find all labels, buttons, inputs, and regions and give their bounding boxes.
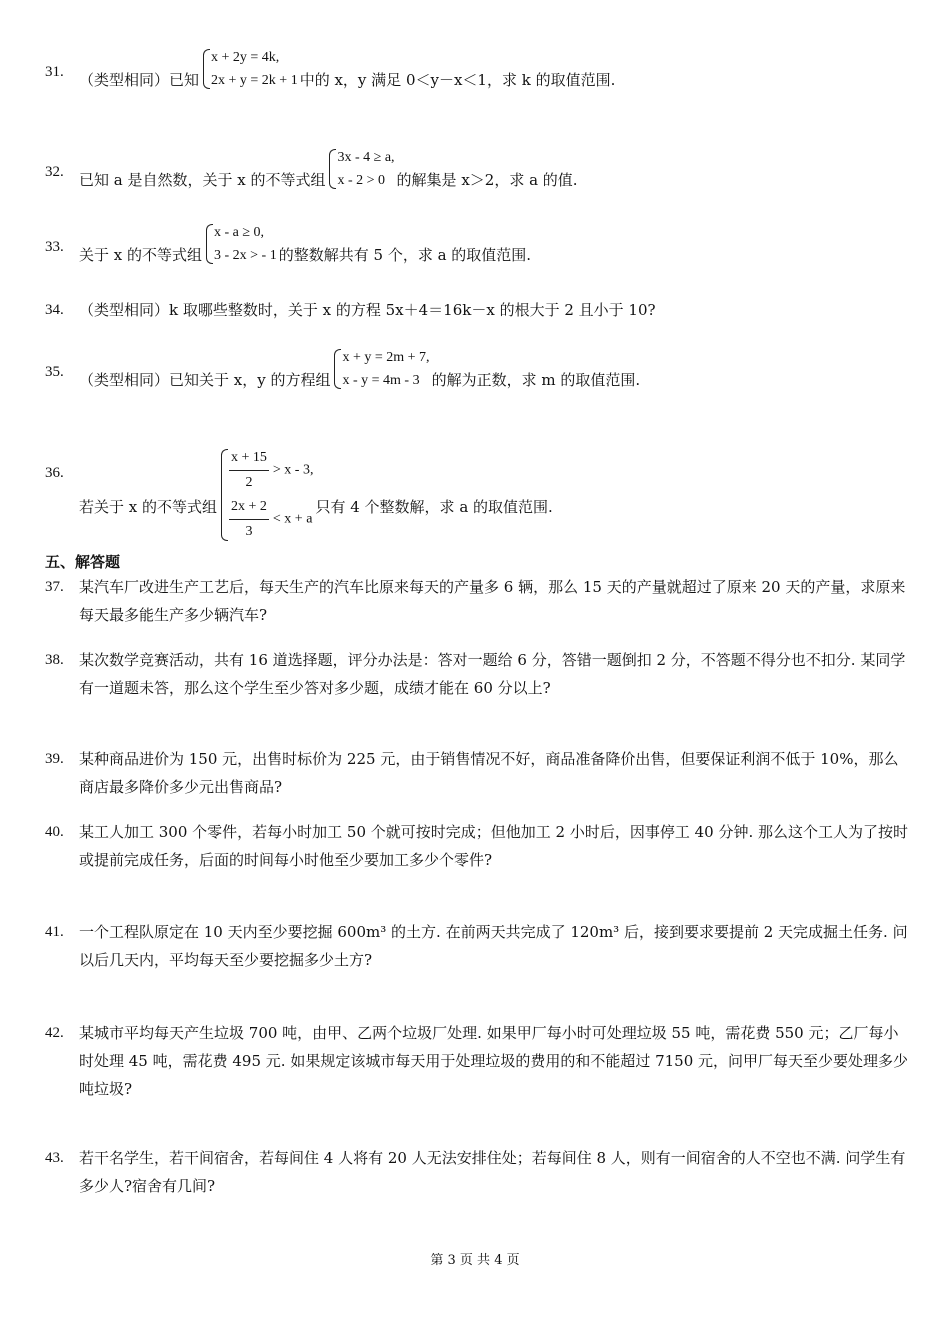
- question-text: 的解集是 x＞2，求 a 的值.: [396, 171, 578, 189]
- question-text: （类型相同）k 取哪些整数时，关于 x 的方程 5x＋4＝16k－x 的根大于 2 且小于 10?: [79, 301, 656, 319]
- question-text: 的整数解共有 5 个，求 a 的取值范围.: [278, 246, 532, 264]
- question-text: 已知 a 是自然数，关于 x 的不等式组: [79, 171, 326, 189]
- question-text: 的解为正数，求 m 的取值范围.: [431, 371, 641, 389]
- question-text: 某种商品进价为 150 元，出售时标价为 225 元，由于销售情况不好，商品准备降价出售，但要保证利润不低于 10%，那么商店最多降价多少元出售商品?: [79, 750, 899, 796]
- question-number: 40.: [45, 824, 64, 840]
- question-text: 某汽车厂改进生产工艺后，每天生产的汽车比原来每天的产量多 6 辆，那么 15 天的产量就超过了原来 20 天的产量，求原来每天最多能生产多少辆汽车?: [79, 578, 906, 624]
- question-text: 若干名学生，若干间宿舍，若每间住 4 人将有 20 人无法安排住处；若每间住 8 人，则有一间宿舍的人不空也不满. 问学生有多少人?宿舍有几间?: [79, 1149, 906, 1195]
- question-text: 某城市平均每天产生垃圾 700 吨，由甲、乙两个垃圾厂处理. 如果甲厂每小时可处理垃圾 55 吨，需花费 550 元；乙厂每小时处理 45 吨，需花费 495 元. 如果规定该城市每天用于处理垃圾的费用的和不能超过 7150 元，问甲厂每天至少要处理多少吨垃圾?: [79, 1024, 909, 1098]
- question-text: （类型相同）已知关于 x，y 的方程组: [79, 371, 331, 389]
- question-text: 中的 x，y 满足 0＜y－x＜1，求 k 的取值范围.: [299, 71, 616, 89]
- question-number: 42.: [45, 1025, 64, 1041]
- question-text: 关于 x 的不等式组: [79, 246, 202, 264]
- question-number: 41.: [45, 924, 64, 940]
- page-footer: 第 3 页 共 4 页: [430, 1253, 520, 1268]
- question-number: 43.: [45, 1150, 64, 1166]
- fraction: $\frac{2x + 2}{3}$: [229, 495, 269, 544]
- question-text: 若关于 x 的不等式组: [79, 498, 217, 516]
- question-text: 某次数学竞赛活动，共有 16 道选择题，评分办法是：答对一题给 6 分，答错一题倒扣 2 分，不答题不得分也不扣分. 某同学有一道题未答，那么这个学生至少答对多少题，成绩才能在 60 分以上?: [79, 651, 906, 697]
- section-heading: 五、解答题: [45, 553, 121, 571]
- question-number: 38.: [45, 652, 64, 668]
- equation-system: x + 2y = 4k, 2x + y = 2k + 1: [201, 46, 298, 92]
- question-number: 37.: [45, 579, 64, 595]
- question-number: 32.: [45, 164, 64, 180]
- question-number: 34.: [45, 302, 64, 318]
- question-number: 39.: [45, 751, 64, 767]
- question-number: 33.: [45, 239, 64, 255]
- question-text: 某工人加工 300 个零件，若每小时加工 50 个就可按时完成；但他加工 2 小时后，因事停工 40 分钟. 那么这个工人为了按时或提前完成任务，后面的时间每小时他至少要加工多少个零件?: [79, 823, 909, 869]
- question-text: 只有 4 个整数解，求 a 的取值范围.: [315, 498, 553, 516]
- question-text: （类型相同）已知: [79, 71, 200, 89]
- fraction: $\frac{x + 15}{2}$: [229, 446, 269, 495]
- equation-system: x + y = 2m + 7, x - y = 4m - 3: [332, 346, 429, 392]
- question-number: 36.: [45, 465, 64, 481]
- inequality-system: 3x - 4 ≥ a, x - 2 > 0: [327, 146, 394, 192]
- inequality-system: x - a ≥ 0, 3 - 2x > - 1: [204, 221, 277, 267]
- question-number: 31.: [45, 64, 64, 80]
- question-number: 35.: [45, 364, 64, 380]
- question-text: 一个工程队原定在 10 天内至少要挖掘 600m³ 的土方. 在前两天共完成了 120m³ 后，接到要求要提前 2 天完成掘土任务. 问以后几天内，平均每天至少要挖掘多少土方?: [79, 923, 908, 969]
- inequality-system: $\frac{x + 15}{2}$ > x - 3, $\frac{2x + 2}{3}$ < x + a: [219, 446, 313, 544]
